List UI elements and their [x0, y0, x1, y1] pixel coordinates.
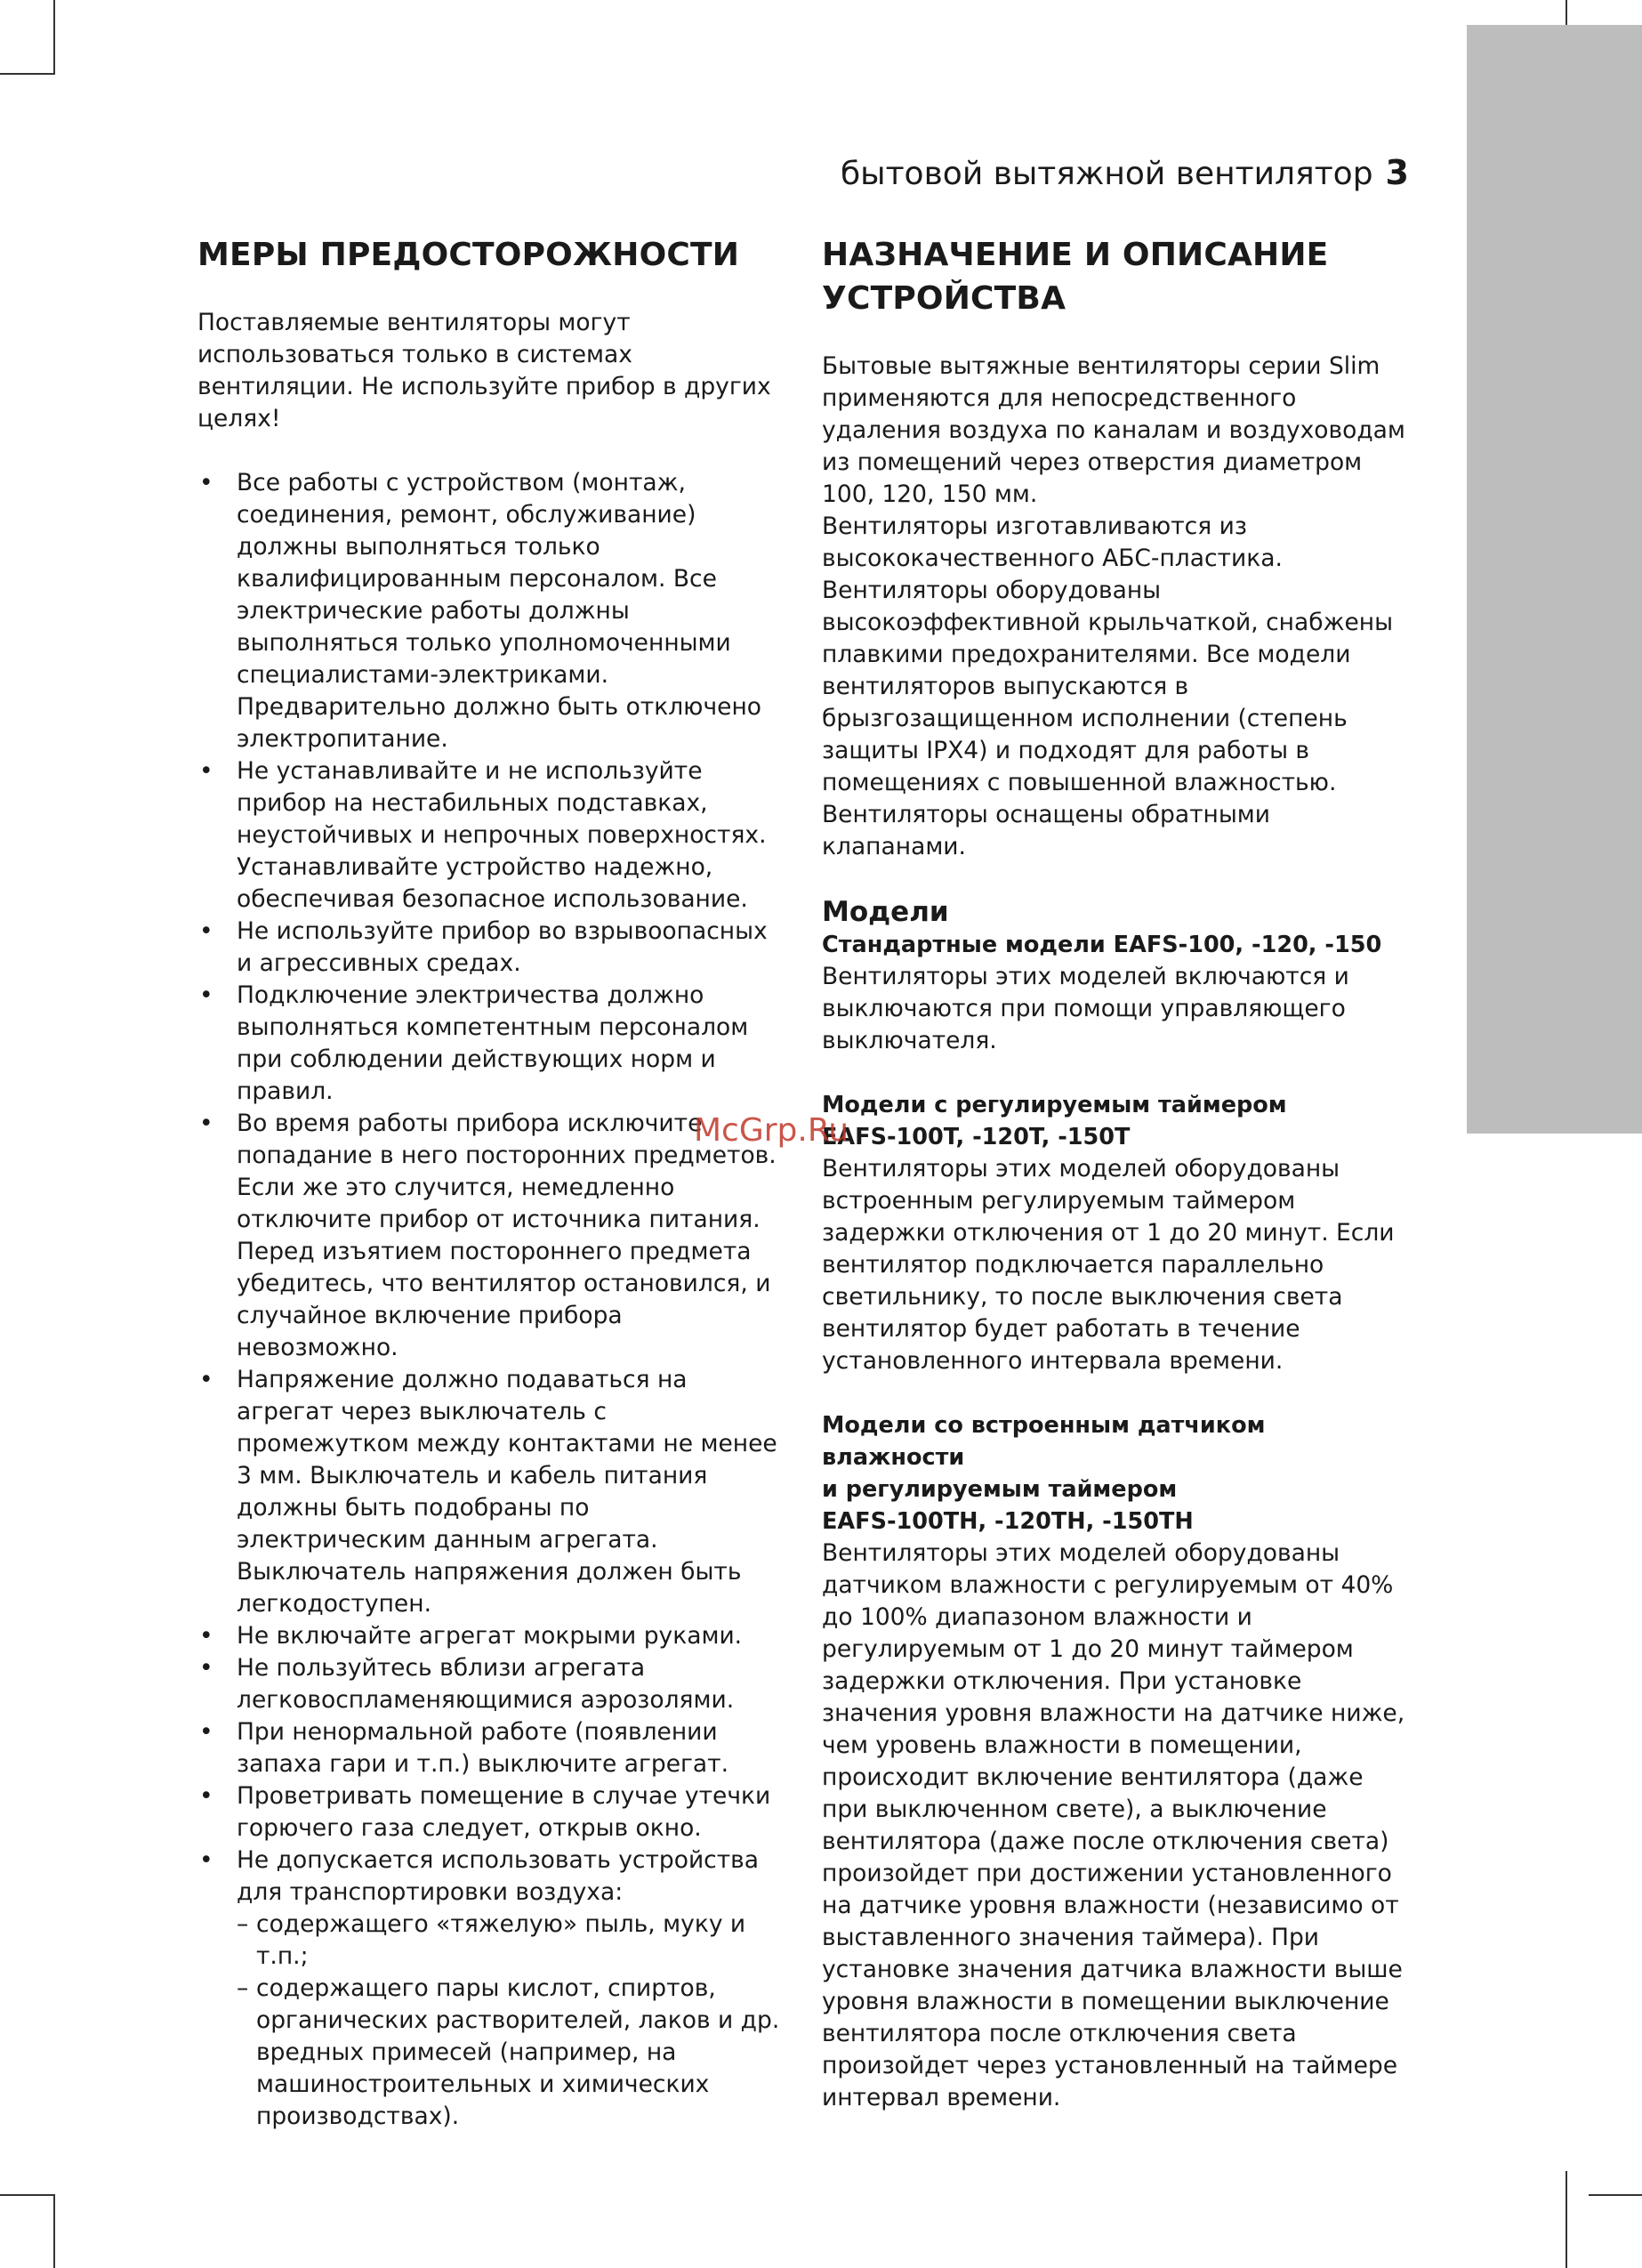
- list-item: • Подключение электричества должно выполняться компетентным персоналом при соблюдении действующих норм и правил.: [197, 980, 780, 1108]
- precautions-intro: Поставляемые вентиляторы могут использоваться только в системах вентиляции. Не используйте прибор в других целях!: [197, 309, 771, 432]
- description-paragraph: Вентиляторы оснащены обратными клапанами.: [822, 801, 1270, 860]
- description-paragraph: Бытовые вытяжные вентиляторы серии Slim применяются для непосредственного удаления воздуха по каналам и воздуховодам из помещений через отверстия диаметром 100, 120, 150 мм.: [822, 352, 1405, 508]
- side-tab: [1467, 25, 1642, 1134]
- model-title: EAFS-100T, -120T, -150T: [822, 1124, 1131, 1150]
- crop-mark: [53, 0, 55, 75]
- precautions-list: [197, 467, 780, 2133]
- list-item: • Не включайте агрегат мокрыми руками.: [197, 1620, 780, 1652]
- model-description: Вентиляторы этих моделей включаются и выключаются при помощи управляющего выключателя.: [822, 963, 1349, 1054]
- header-title: бытовой вытяжной вентилятор: [840, 156, 1373, 192]
- list-item: • Проветривать помещение в случае утечки горючего газа следует, открыв окно.: [197, 1780, 780, 1844]
- list-item: • Не используйте прибор во взрывоопасных и агрессивных средах.: [197, 916, 780, 980]
- precautions-heading: МЕРЫ ПРЕДОСТОРОЖНОСТИ: [197, 237, 740, 273]
- list-item: • Все работы с устройством (монтаж, соединения, ремонт, обслуживание) должны выполняться только квалифицированным персоналом. Все электрические работы должны выполняться только уполномоченными специалистами-электриками. Предварительно должно быть отключено электропитание.: [197, 467, 780, 755]
- list-item: • Напряжение должно подаваться на агрегат через выключатель с промежутком между контактами не менее 3 мм. Выключатель и кабель питания должны быть подобраны по электрическим данным агрегата. Выключатель напряжения должен быть легкодоступен.: [197, 1364, 780, 1620]
- sub-list-item: – содержащего пары кислот, спиртов, органических растворителей, лаков и др. вредных примесей (например, на машиностроительных и химических производствах).: [237, 1973, 780, 2133]
- model-title: Стандартные модели EAFS-100, -120, -150: [822, 932, 1382, 958]
- model-title: и регулируемым таймером: [822, 1476, 1178, 1503]
- sub-list-item: – содержащего «тяжелую» пыль, муку и т.п.;: [237, 1909, 780, 1973]
- crop-mark: [1566, 2171, 1567, 2268]
- running-header: [841, 153, 1409, 192]
- precautions-column: [197, 233, 780, 2133]
- crop-mark: [0, 2194, 53, 2196]
- crop-mark: [1589, 2194, 1642, 2196]
- crop-mark: [53, 2194, 55, 2268]
- list-item-text: Не допускается использовать устройства для транспортировки воздуха:: [237, 1846, 760, 1906]
- description-paragraph: Вентиляторы изготавливаются из высококачественного АБС-пластика. Вентиляторы оборудованы высокоэффективной крыльчаткой, снабжены плавкими предохранителями. Все модели вентиляторов выпускаются в брызгозащищенном исполнении (степень защиты IPX4) и подходят для работы в помещениях с повышенной влажностью.: [822, 513, 1394, 796]
- page-number: 3: [1385, 153, 1409, 192]
- model-description: Вентиляторы этих моделей оборудованы датчиком влажности с регулируемым от 40% до 100% диапазоном влажности и регулируемым от 1 до 20 минут таймером задержки отключения. При установке значения уровня влажности на датчике ниже, чем уровень влажности в помещении, происходит включение вентилятора (даже при выключенном свете), а выключение вентилятора (даже после отключения света) произойдет при достижении установленного на датчике уровня влажности (независимо от выставленного значения таймера). При установке значения датчика влажности выше уровня влажности в помещении выключение вентилятора после отключения света произойдет через установленный на таймере интервал времени.: [822, 1539, 1405, 2111]
- model-title: Модели с регулируемым таймером: [822, 1092, 1287, 1118]
- model-title: EAFS-100TH, -120TH, -150TH: [822, 1508, 1194, 1535]
- models-heading: Модели: [822, 896, 949, 928]
- description-heading: НАЗНАЧЕНИЕ И ОПИСАНИЕ УСТРОЙСТВА: [822, 237, 1329, 317]
- list-item: [197, 1844, 780, 2133]
- model-title: Модели со встроенным датчиком влажности: [822, 1412, 1266, 1471]
- description-column: [822, 233, 1413, 2114]
- sub-list: [237, 1909, 780, 2133]
- watermark: McGrp.Ru: [694, 1112, 849, 1149]
- list-item: • При ненормальной работе (появлении запаха гари и т.п.) выключите агрегат.: [197, 1716, 780, 1780]
- model-description: Вентиляторы этих моделей оборудованы встроенным регулируемым таймером задержки отключения от 1 до 20 минут. Если вентилятор подключается параллельно светильнику, то после выключения света вентилятор будет работать в течение установленного интервала времени.: [822, 1155, 1395, 1375]
- list-item: • Не устанавливайте и не используйте прибор на нестабильных подставках, неустойчивых и непрочных поверхностях. Устанавливайте устройство надежно, обеспечивая безопасное использование.: [197, 755, 780, 916]
- list-item: • Не пользуйтесь вблизи агрегата легковоспламеняющимися аэрозолями.: [197, 1652, 780, 1716]
- crop-mark: [0, 73, 53, 75]
- list-item: • Во время работы прибора исключите попадание в него посторонних предметов. Если же это случится, немедленно отключите прибор от источника питания. Перед изъятием постороннего предмета убедитесь, что вентилятор остановился, и случайное включение прибора невозможно.: [197, 1108, 780, 1364]
